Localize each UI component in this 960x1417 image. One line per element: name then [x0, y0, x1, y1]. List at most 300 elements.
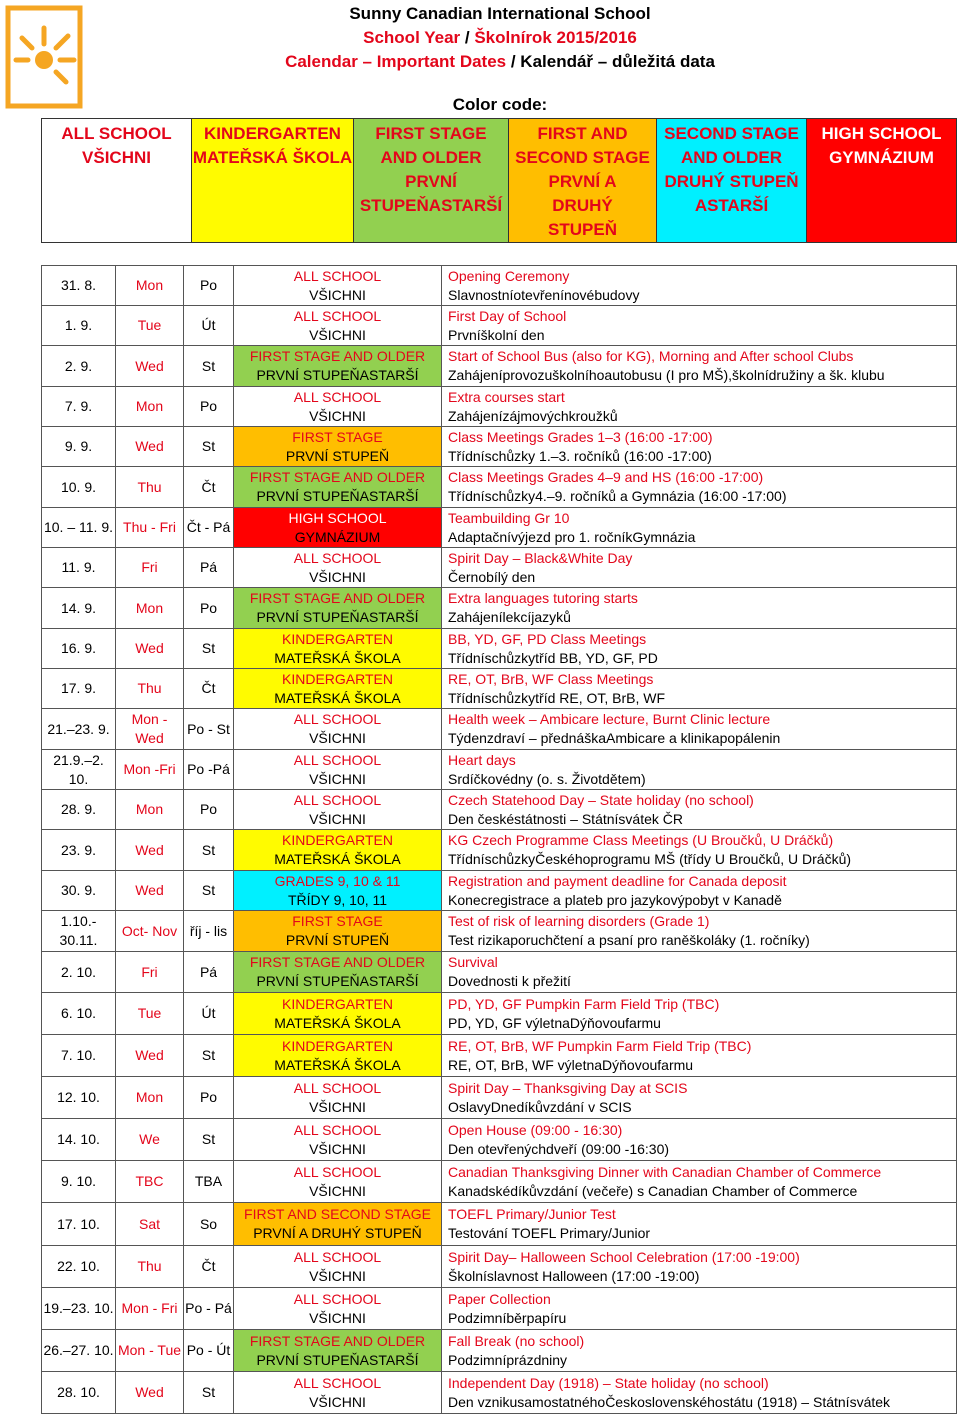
event-group-cz: VŠICHNI — [309, 1140, 366, 1157]
event-day-cz: Pá — [184, 952, 234, 993]
event-date: 28. 9. — [42, 790, 116, 830]
calendar-title-sep: / — [506, 52, 521, 71]
event-text-en: Open House (09:00 - 16:30) — [448, 1121, 623, 1138]
event-text-en: Spirit Day – Thanksgiving Day at SCIS — [448, 1079, 688, 1096]
event-text-cz: Týdenzdraví – přednáškaAmbicare a klinikapopálenin — [448, 730, 781, 746]
event-group-cz: MATEŘSKÁ ŠKOLA — [274, 689, 401, 706]
event-day-en: Fri — [116, 952, 184, 993]
event-day-cz: Čt — [184, 1246, 234, 1288]
color-code-line: HIGH SCHOOL — [821, 124, 942, 143]
event-group-en: KINDERGARTEN — [282, 995, 393, 1012]
event-description — [442, 1330, 957, 1372]
event-day-cz: St — [184, 830, 234, 871]
event-date: 28. 10. — [42, 1372, 116, 1414]
event-text-cz: Třídníschůzkytříd BB, YD, GF, PD — [448, 649, 658, 666]
event-group — [234, 266, 442, 306]
table-row — [42, 790, 957, 830]
event-description — [442, 952, 957, 993]
event-group-cz: MATEŘSKÁ ŠKOLA — [274, 1056, 401, 1073]
table-row — [42, 750, 957, 790]
event-date: 16. 9. — [42, 629, 116, 669]
event-date: 10. – 11. 9. — [42, 508, 116, 548]
event-group-en: ALL SCHOOL — [293, 1163, 382, 1180]
event-day-en: Wed — [116, 871, 184, 911]
table-row — [42, 993, 957, 1035]
event-group — [234, 790, 442, 830]
table-row — [42, 266, 957, 306]
table-row — [42, 952, 957, 993]
event-text-en: Survival — [448, 954, 498, 970]
school-logo-icon — [4, 4, 84, 110]
table-row — [42, 588, 957, 629]
event-day-cz: Po - Út — [184, 1330, 234, 1372]
event-group — [234, 346, 442, 387]
color-code-cell — [354, 119, 509, 243]
event-group-en: ALL SCHOOL — [293, 751, 382, 768]
event-text-en: Start of School Bus (also for KG), Morning and After school Clubs — [448, 348, 854, 364]
event-text-en: Test of risk of learning disorders (Grade 1) — [448, 913, 710, 929]
event-day-cz: St — [184, 629, 234, 669]
event-group-en: ALL SCHOOL — [293, 1248, 382, 1265]
table-row — [42, 306, 957, 346]
event-group — [234, 508, 442, 548]
event-day-en: Mon - Wed — [116, 709, 184, 750]
event-group-cz: VŠICHNI — [309, 1267, 366, 1284]
event-day-en: Thu - Fri — [116, 508, 184, 548]
event-text-en: Czech Statehood Day – State holiday (no school) — [448, 791, 754, 808]
event-group-en: FIRST AND SECOND STAGE — [244, 1206, 431, 1222]
event-text-cz: Dovednosti k přežití — [448, 973, 571, 989]
event-text-cz: OslavyDnedíkůvzdání v SCIS — [448, 1098, 632, 1115]
color-code-line: STUPEŇ — [548, 220, 617, 239]
event-group-en: FIRST STAGE AND OLDER — [249, 1332, 426, 1349]
event-group-en: ALL SCHOOL — [293, 388, 382, 405]
event-day-cz: Po - St — [184, 709, 234, 750]
event-day-cz: St — [184, 871, 234, 911]
event-description — [442, 1288, 957, 1330]
event-text-en: Extra languages tutoring starts — [448, 590, 638, 606]
event-group-en: ALL SCHOOL — [293, 791, 382, 808]
school-year-sep: / — [460, 28, 475, 47]
event-text-cz: Třídníschůzkytříd RE, OT, BrB, WF — [448, 689, 666, 706]
event-group — [234, 1119, 442, 1161]
event-group-en: HIGH SCHOOL — [288, 509, 387, 526]
table-row — [42, 1288, 957, 1330]
event-group — [234, 1372, 442, 1414]
event-text-en: First Day of School — [448, 307, 567, 324]
color-code-line: SECOND STAGE — [515, 148, 650, 167]
event-text-cz: Černobílý den — [448, 568, 536, 585]
event-text-en: Heart days — [448, 751, 516, 768]
event-day-en: Mon - Tue — [116, 1330, 184, 1372]
event-day-en: Mon — [116, 790, 184, 830]
event-day-en: Wed — [116, 830, 184, 871]
event-group-en: GRADES 9, 10 & 11 — [274, 872, 401, 889]
event-description — [442, 750, 957, 790]
table-row — [42, 427, 957, 467]
event-date: 2. 10. — [42, 952, 116, 993]
event-group — [234, 1203, 442, 1246]
event-date: 12. 10. — [42, 1077, 116, 1119]
event-description — [442, 871, 957, 911]
event-group-en: ALL SCHOOL — [293, 1374, 382, 1391]
event-text-cz: Srdíčkovédny (o. s. Životdětem) — [448, 770, 646, 787]
event-text-en: Independent Day (1918) – State holiday (no school) — [448, 1374, 769, 1391]
event-text-en: TOEFL Primary/Junior Test — [448, 1206, 616, 1222]
color-code-line: PRVNÍ A — [548, 172, 617, 191]
event-date: 23. 9. — [42, 830, 116, 871]
event-description — [442, 1246, 957, 1288]
event-group-cz: PRVNÍ STUPEŇASTARŠÍ — [256, 1351, 419, 1368]
event-text-en: Registration and payment deadline for Canada deposit — [448, 872, 787, 889]
event-day-en: Tue — [116, 993, 184, 1035]
event-description — [442, 830, 957, 871]
event-text-cz: Testování TOEFL Primary/Junior — [448, 1225, 651, 1241]
event-date: 6. 10. — [42, 993, 116, 1035]
event-group-en: ALL SCHOOL — [293, 1079, 382, 1096]
event-text-en: Class Meetings Grades 1–3 (16:00 -17:00) — [448, 428, 713, 445]
event-group — [234, 1288, 442, 1330]
color-code-title: Color code: — [452, 95, 548, 114]
event-description — [442, 709, 957, 750]
event-date: 26.–27. 10. — [42, 1330, 116, 1372]
event-group — [234, 1330, 442, 1372]
event-group-en: FIRST STAGE AND OLDER — [249, 954, 426, 970]
event-group-cz: GYMNÁZIUM — [294, 528, 381, 545]
event-text-en: Health week – Ambicare lecture, Burnt Clinic lecture — [448, 711, 771, 727]
event-day-en: Mon — [116, 387, 184, 427]
event-group — [234, 427, 442, 467]
table-row — [42, 1119, 957, 1161]
color-code-cell — [42, 119, 192, 243]
event-text-en: PD, YD, GF Pumpkin Farm Field Trip (TBC) — [448, 995, 720, 1012]
event-text-cz: Konecregistrace a plateb pro jazykovýpobyt v Kanadě — [448, 891, 782, 908]
table-row — [42, 1330, 957, 1372]
table-row — [42, 1035, 957, 1077]
event-group — [234, 952, 442, 993]
event-day-en: Thu — [116, 1246, 184, 1288]
event-date: 21.–23. 9. — [42, 709, 116, 750]
event-day-en: Mon -Fri — [116, 750, 184, 790]
school-name: Sunny Canadian International School — [349, 4, 651, 23]
event-text-en: Spirit Day– Halloween School Celebration (17:00 -19:00) — [448, 1248, 800, 1265]
event-day-en: We — [116, 1119, 184, 1161]
event-day-cz: St — [184, 1035, 234, 1077]
event-text-en: Canadian Thanksgiving Dinner with Canadian Chamber of Commerce — [448, 1163, 882, 1180]
event-day-cz: St — [184, 427, 234, 467]
event-day-cz: Čt - Pá — [184, 508, 234, 548]
event-group-en: FIRST STAGE AND OLDER — [249, 469, 426, 485]
event-text-cz: Den českéstátnosti – Státnísvátek ČR — [448, 810, 683, 827]
event-description — [442, 1035, 957, 1077]
event-text-cz: Slavnostníotevřenínovébudovy — [448, 286, 640, 303]
event-text-en: RE, OT, BrB, WF Pumpkin Farm Field Trip (TBC) — [448, 1037, 752, 1054]
event-date: 7. 9. — [42, 387, 116, 427]
event-group-cz: VŠICHNI — [309, 1393, 366, 1410]
color-code-legend — [41, 118, 957, 243]
event-day-en: Mon — [116, 1077, 184, 1119]
table-row — [42, 548, 957, 588]
table-row — [42, 669, 957, 709]
event-group-en: FIRST STAGE AND OLDER — [249, 590, 426, 606]
event-description — [442, 588, 957, 629]
event-group — [234, 548, 442, 588]
event-group-cz: PRVNÍ A DRUHÝ STUPEŇ — [253, 1225, 422, 1241]
event-day-en: Wed — [116, 346, 184, 387]
event-day-cz: St — [184, 1119, 234, 1161]
event-text-cz: Třídníschůzky4.–9. ročníků a Gymnázia (16:00 -17:00) — [448, 488, 787, 504]
event-group-cz: VŠICHNI — [309, 1182, 366, 1199]
table-row — [42, 629, 957, 669]
event-group-cz: VŠICHNI — [309, 770, 366, 787]
event-day-en: Thu — [116, 669, 184, 709]
event-text-en: Teambuilding Gr 10 — [448, 509, 570, 526]
school-year-en: School Year — [363, 28, 461, 47]
color-code-cell — [657, 119, 807, 243]
event-text-cz: Test rizikaporuchčtení a psaní pro raněškoláky (1. ročníky) — [448, 932, 810, 948]
event-description — [442, 266, 957, 306]
event-day-en: Tue — [116, 306, 184, 346]
event-day-en: Wed — [116, 629, 184, 669]
color-code-line: VŠICHNI — [82, 148, 151, 167]
event-day-en: Sat — [116, 1203, 184, 1246]
event-group-en: ALL SCHOOL — [293, 711, 382, 727]
event-group — [234, 588, 442, 629]
event-date: 7. 10. — [42, 1035, 116, 1077]
calendar-title-cz: Kalendář – důležitá data — [520, 52, 715, 71]
event-day-cz: Po — [184, 1077, 234, 1119]
event-group — [234, 1077, 442, 1119]
event-day-cz: St — [184, 346, 234, 387]
event-description — [442, 1077, 957, 1119]
event-group-cz: PRVNÍ STUPEŇ — [285, 447, 390, 464]
table-row — [42, 1246, 957, 1288]
school-year — [240, 26, 760, 50]
event-day-cz: TBA — [184, 1161, 234, 1203]
color-code-cell — [192, 119, 354, 243]
event-group — [234, 871, 442, 911]
table-row — [42, 508, 957, 548]
event-group-cz: PRVNÍ STUPEŇASTARŠÍ — [256, 609, 419, 625]
calendar-title-en: Calendar – Important Dates — [285, 52, 507, 71]
event-group — [234, 709, 442, 750]
event-group-cz: TŘÍDY 9, 10, 11 — [287, 891, 388, 908]
event-day-cz: Po — [184, 387, 234, 427]
event-day-cz: St — [184, 1372, 234, 1414]
event-group-en: FIRST STAGE AND OLDER — [249, 348, 426, 364]
event-group — [234, 306, 442, 346]
event-text-cz: Podzimníprázdniny — [448, 1351, 568, 1368]
color-code-line: DRUHÝ — [552, 196, 613, 215]
event-date: 21.9.–2. 10. — [42, 750, 116, 790]
event-day-en: Mon - Fri — [116, 1288, 184, 1330]
event-text-cz: Den vznikusamostatnéhoČeskoslovenskéhostátu (1918) – Státnísvátek — [448, 1393, 891, 1410]
event-description — [442, 1203, 957, 1246]
event-group-cz: PRVNÍ STUPEŇASTARŠÍ — [256, 488, 419, 504]
table-row — [42, 467, 957, 508]
color-code-line: GYMNÁZIUM — [829, 148, 934, 167]
event-text-cz: Zahájenílekcíjazyků — [448, 609, 571, 625]
color-code-line: AND OLDER — [680, 148, 783, 167]
event-day-cz: Út — [184, 306, 234, 346]
event-day-en: Oct- Nov — [116, 911, 184, 952]
event-text-en: RE, OT, BrB, WF Class Meetings — [448, 670, 654, 687]
event-day-cz: Po — [184, 266, 234, 306]
event-date: 10. 9. — [42, 467, 116, 508]
event-text-cz: Zahájenízájmovýchkroužků — [448, 407, 618, 424]
event-group — [234, 629, 442, 669]
event-group — [234, 467, 442, 508]
event-description — [442, 508, 957, 548]
event-day-cz: So — [184, 1203, 234, 1246]
table-row — [42, 830, 957, 871]
event-text-en: Class Meetings Grades 4–9 and HS (16:00 -17:00) — [448, 469, 764, 485]
event-group-cz: MATEŘSKÁ ŠKOLA — [274, 851, 401, 867]
color-code-line: FIRST STAGE — [375, 124, 487, 143]
event-description — [442, 1372, 957, 1414]
color-code-line: AND OLDER — [380, 148, 482, 167]
event-text-en: Fall Break (no school) — [448, 1332, 585, 1349]
table-row — [42, 346, 957, 387]
event-group-en: KINDERGARTEN — [282, 670, 393, 687]
event-group-cz: VŠICHNI — [309, 568, 366, 585]
school-year-cz: Školnírok 2015/2016 — [474, 28, 637, 47]
color-code-line: PRVNÍ — [405, 172, 457, 191]
event-day-cz: Pá — [184, 548, 234, 588]
color-code-line: MATEŘSKÁ ŠKOLA — [192, 148, 353, 167]
event-day-en: Fri — [116, 548, 184, 588]
event-date: 1.10.- 30.11. — [42, 911, 116, 952]
event-text-en: Spirit Day – Black&White Day — [448, 549, 633, 566]
event-description — [442, 346, 957, 387]
color-code-cell — [509, 119, 657, 243]
event-description — [442, 306, 957, 346]
event-date: 1. 9. — [42, 306, 116, 346]
event-date: 2. 9. — [42, 346, 116, 387]
event-text-en: Extra courses start — [448, 388, 565, 405]
event-day-cz: Po - Pá — [184, 1288, 234, 1330]
table-row — [42, 387, 957, 427]
event-group-en: ALL SCHOOL — [293, 307, 382, 324]
event-text-en: KG Czech Programme Class Meetings (U Broučků, U Dráčků) — [448, 832, 834, 848]
event-description — [442, 1161, 957, 1203]
event-group-en: FIRST STAGE — [292, 428, 383, 445]
event-group — [234, 1246, 442, 1288]
event-date: 9. 10. — [42, 1161, 116, 1203]
event-group-cz: MATEŘSKÁ ŠKOLA — [274, 1014, 401, 1031]
event-day-cz: Po — [184, 588, 234, 629]
event-text-cz: Adaptačnívýjezd pro 1. ročníkGymnázia — [448, 528, 696, 545]
event-description — [442, 790, 957, 830]
color-code-line: STUPEŇASTARŠÍ — [359, 196, 503, 215]
event-date: 31. 8. — [42, 266, 116, 306]
color-code-line: KINDERGARTEN — [204, 124, 341, 143]
event-group — [234, 911, 442, 952]
table-row — [42, 1161, 957, 1203]
event-description — [442, 548, 957, 588]
event-day-en: Wed — [116, 1372, 184, 1414]
table-row — [42, 1372, 957, 1414]
event-text-en: BB, YD, GF, PD Class Meetings — [448, 630, 647, 647]
table-row — [42, 911, 957, 952]
event-group-cz: VŠICHNI — [309, 1098, 366, 1115]
event-group-en: ALL SCHOOL — [293, 267, 382, 284]
event-group-en: KINDERGARTEN — [282, 630, 393, 647]
event-group — [234, 830, 442, 871]
event-group-cz: PRVNÍ STUPEŇ — [285, 932, 390, 948]
event-text-cz: Prvníškolní den — [448, 326, 545, 343]
table-row — [42, 1203, 957, 1246]
event-description — [442, 1119, 957, 1161]
event-group-cz: PRVNÍ STUPEŇASTARŠÍ — [256, 973, 419, 989]
event-date: 14. 10. — [42, 1119, 116, 1161]
event-description — [442, 387, 957, 427]
event-text-cz: Kanadskédíkůvzdání (večeře) s Canadian Chamber of Commerce — [448, 1182, 858, 1199]
event-group — [234, 1035, 442, 1077]
event-text-en: Opening Ceremony — [448, 267, 570, 284]
event-date: 30. 9. — [42, 871, 116, 911]
event-text-en: Paper Collection — [448, 1290, 551, 1307]
event-group-cz: VŠICHNI — [309, 1309, 366, 1326]
event-group-en: FIRST STAGE — [292, 913, 383, 929]
event-group-cz: MATEŘSKÁ ŠKOLA — [274, 649, 401, 666]
event-group-cz: VŠICHNI — [309, 286, 366, 303]
event-day-en: Wed — [116, 1035, 184, 1077]
event-group-cz: VŠICHNI — [309, 326, 366, 343]
event-text-cz: Školníslavnost Halloween (17:00 -19:00) — [448, 1267, 700, 1284]
table-row — [42, 1077, 957, 1119]
event-text-cz: Den otevřenýchdveří (09:00 -16:30) — [448, 1140, 670, 1157]
event-text-cz: RE, OT, BrB, WF výletnaDýňovoufarmu — [448, 1056, 694, 1073]
event-group — [234, 669, 442, 709]
event-day-en: Mon — [116, 266, 184, 306]
event-group-cz: PRVNÍ STUPEŇASTARŠÍ — [256, 367, 419, 383]
color-code-line: SECOND STAGE — [664, 124, 799, 143]
event-description — [442, 669, 957, 709]
event-description — [442, 467, 957, 508]
color-code-line: FIRST AND — [537, 124, 628, 143]
event-text-cz: PD, YD, GF výletnaDýňovoufarmu — [448, 1014, 661, 1031]
event-group-en: KINDERGARTEN — [282, 1037, 393, 1054]
event-day-cz: Čt — [184, 669, 234, 709]
calendar-title — [240, 50, 760, 74]
event-day-en: Wed — [116, 427, 184, 467]
event-date: 22. 10. — [42, 1246, 116, 1288]
event-description — [442, 911, 957, 952]
event-description — [442, 993, 957, 1035]
event-description — [442, 427, 957, 467]
event-date: 14. 9. — [42, 588, 116, 629]
event-group-cz: VŠICHNI — [309, 810, 366, 827]
event-date: 17. 10. — [42, 1203, 116, 1246]
event-day-en: Thu — [116, 467, 184, 508]
event-day-en: Mon — [116, 588, 184, 629]
event-group — [234, 387, 442, 427]
color-code-line: ALL SCHOOL — [61, 124, 172, 143]
event-group — [234, 750, 442, 790]
event-group-en: ALL SCHOOL — [293, 549, 382, 566]
event-group-cz: VŠICHNI — [309, 407, 366, 424]
event-text-cz: TřídníschůzkyČeskéhoprogramu MŠ (třídy U Broučků, U Dráčků) — [448, 851, 852, 867]
event-day-cz: Čt — [184, 467, 234, 508]
table-row — [42, 871, 957, 911]
color-code-line: DRUHÝ STUPEŇ — [664, 172, 799, 191]
color-code-cell — [807, 119, 957, 243]
event-group-en: ALL SCHOOL — [293, 1121, 382, 1138]
event-date: 9. 9. — [42, 427, 116, 467]
event-text-cz: Zahájeníprovozuškolníhoautobusu (I pro MŠ),školnídružiny a šk. klubu — [448, 367, 885, 383]
event-date: 11. 9. — [42, 548, 116, 588]
